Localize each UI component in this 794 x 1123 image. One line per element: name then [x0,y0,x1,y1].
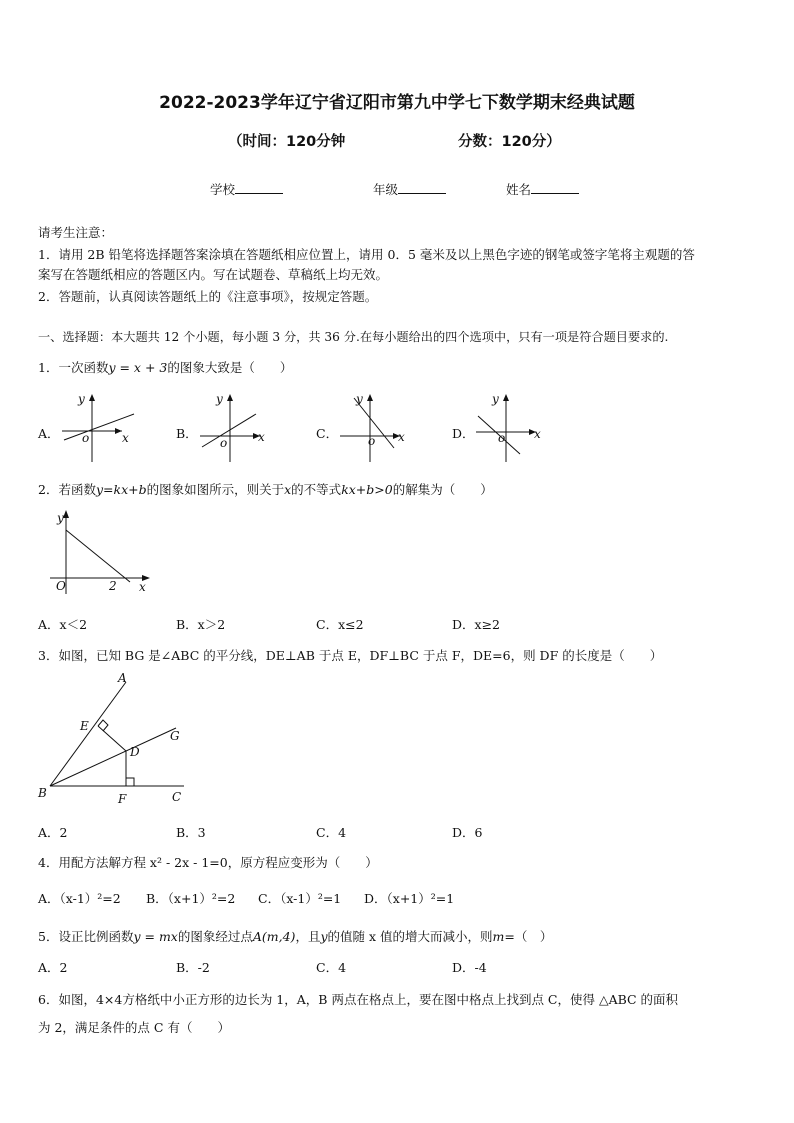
q2-option-d[interactable]: D．x≥2 [452,617,500,632]
svg-text:x: x [534,427,541,441]
q1-option-a[interactable]: A． [38,426,60,441]
question-6-line-2: 为 2，满足条件的点 C 有（ ） [38,1020,230,1035]
svg-text:A: A [118,671,127,685]
notice-heading: 请考生注意： [38,225,114,240]
svg-text:o: o [220,436,228,450]
question-6-line-1: 6．如图，4×4方格纸中小正方形的边长为 1，A，B 两点在格点上，要在图中格点上找到点 C，使得 △ABC 的面积 [38,992,679,1007]
q3-option-d[interactable]: D．6 [452,825,483,840]
q4-option-a[interactable]: A．（x-1）²=2 [38,891,121,906]
svg-text:B: B [38,786,47,800]
svg-text:y: y [492,392,499,406]
svg-text:x: x [122,431,129,445]
q4-option-d[interactable]: D．（x+1）²=1 [364,891,455,906]
grade-field[interactable] [373,180,446,198]
q3-option-b[interactable]: B．3 [176,825,206,840]
svg-text:y: y [78,392,85,406]
svg-text:y: y [216,392,223,406]
question-5-stem: 5．设正比例函数y = mx的图象经过点A(m,4)，且y的值随 x 值的增大而减小，则m=（ ） [38,929,553,944]
q3-figure [34,670,194,810]
q4-option-b[interactable]: B．（x+1）²=2 [146,891,236,906]
notice-line-2: 2．答题前，认真阅读答题纸上的《注意事项》，按规定答题。 [38,289,378,304]
svg-text:o: o [82,431,90,445]
grade-label: 年级 [373,182,399,197]
time-label: （时间：120分钟 [228,134,346,150]
svg-text:o: o [498,431,506,445]
q2-graph [48,508,158,598]
q3-option-c[interactable]: C．4 [316,825,347,840]
question-3-stem: 3．如图，已知 BG 是∠ABC 的平分线，DE⊥AB 于点 E，DF⊥BC 于点 F，DE=6，则 DF 的长度是（ ） [38,648,663,663]
q5-option-a[interactable]: A．2 [38,960,68,975]
q1-formula: y = x + 3 [108,360,168,375]
q5-option-b[interactable]: B．-2 [176,960,210,975]
q1-graph-b [198,392,278,464]
svg-text:D: D [130,745,140,759]
school-field[interactable] [210,180,283,198]
q1-option-c[interactable]: C． [316,426,339,441]
svg-text:y: y [356,392,363,406]
question-4-stem: 4．用配方法解方程 x² - 2x - 1=0，原方程应变形为（ ） [38,855,378,870]
q4-option-c[interactable]: C．（x-1）²=1 [258,891,342,906]
q5-option-c[interactable]: C．4 [316,960,347,975]
question-1-stem: 1．一次函数y = x + 3的图象大致是（ ） [38,360,293,375]
school-label: 学校 [210,182,236,197]
svg-text:2: 2 [109,579,117,593]
name-field[interactable] [506,180,579,198]
page-title: 2022-2023学年辽宁省辽阳市第九中学七下数学期末经典试题 [159,93,635,113]
q1-graph-a [60,392,140,464]
question-2-stem: 2．若函数y=kx+b的图象如图所示，则关于x的不等式kx+b>0的解集为（ ） [38,482,493,497]
svg-text:C: C [172,790,182,804]
svg-text:G: G [170,729,180,743]
q2-option-b[interactable]: B．x＞2 [176,617,226,632]
name-label: 姓名 [506,182,532,197]
q5-option-d[interactable]: D．-4 [452,960,487,975]
svg-text:E: E [80,719,89,733]
q1-graph-d [474,392,554,464]
q3-option-a[interactable]: A．2 [38,825,68,840]
q1-graph-c [338,392,418,464]
svg-text:x: x [258,430,265,444]
svg-text:o: o [368,434,376,448]
svg-text:x: x [398,430,405,444]
notice-line-1a: 1．请用 2B 铅笔将选择题答案涂填在答题纸相应位置上，请用 0．5 毫米及以上黑色字迹的钢笔或签字笔将主观题的答 [38,247,695,262]
q1-option-d[interactable]: D． [452,426,475,441]
svg-text:O: O [56,579,66,593]
notice-line-1b: 案写在答题纸相应的答题区内。写在试题卷、草稿纸上均无效。 [38,267,389,282]
svg-text:F: F [118,792,127,806]
q2-option-c[interactable]: C．x≤2 [316,617,364,632]
q2-option-a[interactable]: A．x＜2 [38,617,88,632]
q1-option-b[interactable]: B． [176,426,198,441]
section-heading: 一、选择题：本大题共 12 个小题，每小题 3 分，共 36 分.在每小题给出的四个选项中，只有一项是符合题目要求的. [38,330,669,344]
svg-text:y: y [57,511,64,525]
svg-text:x: x [139,580,146,594]
score-label: 分数：120分） [458,134,561,150]
